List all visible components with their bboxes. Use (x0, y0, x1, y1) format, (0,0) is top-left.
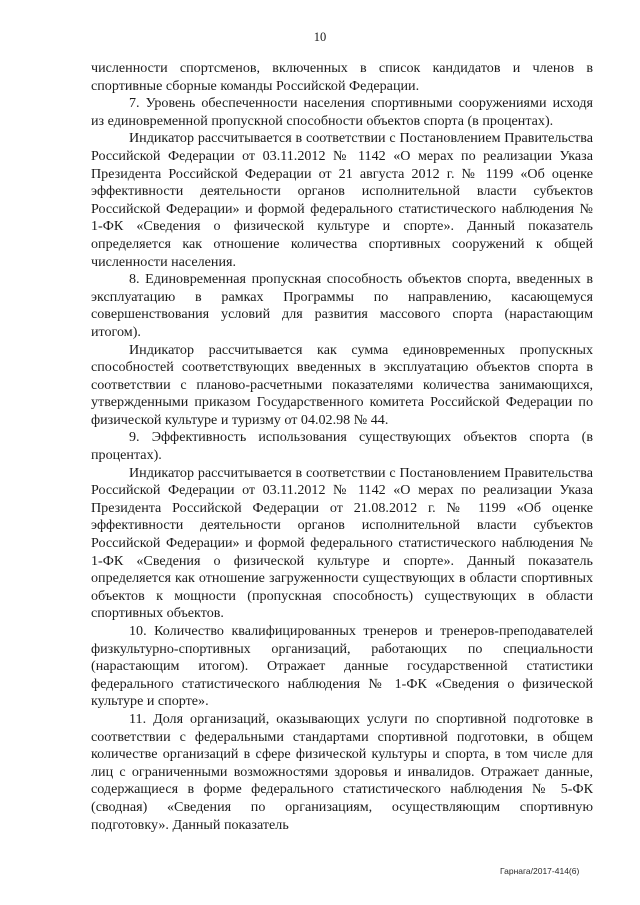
indicator-10-paragraph: 10. Количество квалифицированных тренеров и тренеров-преподавателей физкультурно-спортивных организаций, работающих по специальности (нарастающим итогом). Отражает данные государственной статистики федерального статистического наблюдения № 1-ФК «Сведения о физической культуре и спорте». (91, 623, 593, 710)
indicator-7-heading: 7. Уровень обеспеченности населения спортивными сооружениями исходя из единовременной пропускной способности объектов спорта (в процентах). (91, 95, 593, 129)
indicator-8-heading: 8. Единовременная пропускная способность объектов спорта, введенных в эксплуатацию в рамках Программы по направлению, касающемуся совершенствования условий для развития массового спорта (нарастающим итогом). (91, 271, 593, 340)
indicator-7-description: Индикатор рассчитывается в соответствии с Постановлением Правительства Российской Федерации от 03.11.2012 № 1142 «О мерах по реализации Указа Президента Российской Федерации от 21 августа 2012 г. № 1199 «Об оценке эффективности деятельности органов исполнительной власти субъектов Российской Федерации» и формой федерального статистического наблюдения № 1-ФК «Сведения о физической культуре и спорте». Данный показатель определяется как отношение количества спортивных сооружений к общей численности населения. (91, 130, 593, 270)
indicator-9-description: Индикатор рассчитывается в соответствии с Постановлением Правительства Российской Федерации от 03.11.2012 № 1142 «О мерах по реализации Указа Президента Российской Федерации от 21.08.2012 г. № 1199 «Об оценке эффективности деятельности органов исполнительной власти субъектов Российской Федерации» и формой федерального статистического наблюдения № 1-ФК «Сведения о физической культуре и спорте». Данный показатель определяется как отношение загруженности существующих в области спортивных объектов к мощности (пропускная способность) существующих в области спортивных объектов. (91, 464, 593, 622)
indicator-9-heading: 9. Эффективность использования существующих объектов спорта (в процентах). (91, 429, 593, 464)
document-body (91, 60, 593, 834)
indicator-8-description: Индикатор рассчитывается как сумма единовременных пропускных способностей соответствующих введенных в эксплуатацию объектов спорта в соответствии с планово-расчетными показателями количества занимающихся, утвержденными приказом Государственного комитета Российской Федерации по физической культуре и туризму от 04.02.98 № 44. (91, 341, 593, 428)
document-footer-code: Гарнага/2017-414(6) (500, 866, 580, 876)
paragraph-continuation: численности спортсменов, включенных в список кандидатов и членов в спортивные сборные команды Российской Федерации. (91, 60, 593, 94)
page-number: 10 (313, 30, 327, 44)
indicator-11-paragraph: 11. Доля организаций, оказывающих услуги по спортивной подготовке в соответствии с федеральными стандартами спортивной подготовки, в общем количестве организаций в сфере физической культуры и спорта, в том числе для лиц с ограниченными возможностями здоровья и инвалидов. Отражает данные, содержащиеся в форме федерального статистического наблюдения № 5-ФК (сводная) «Сведения по организациям, осуществляющим спортивную подготовку». Данный показатель (91, 710, 593, 833)
